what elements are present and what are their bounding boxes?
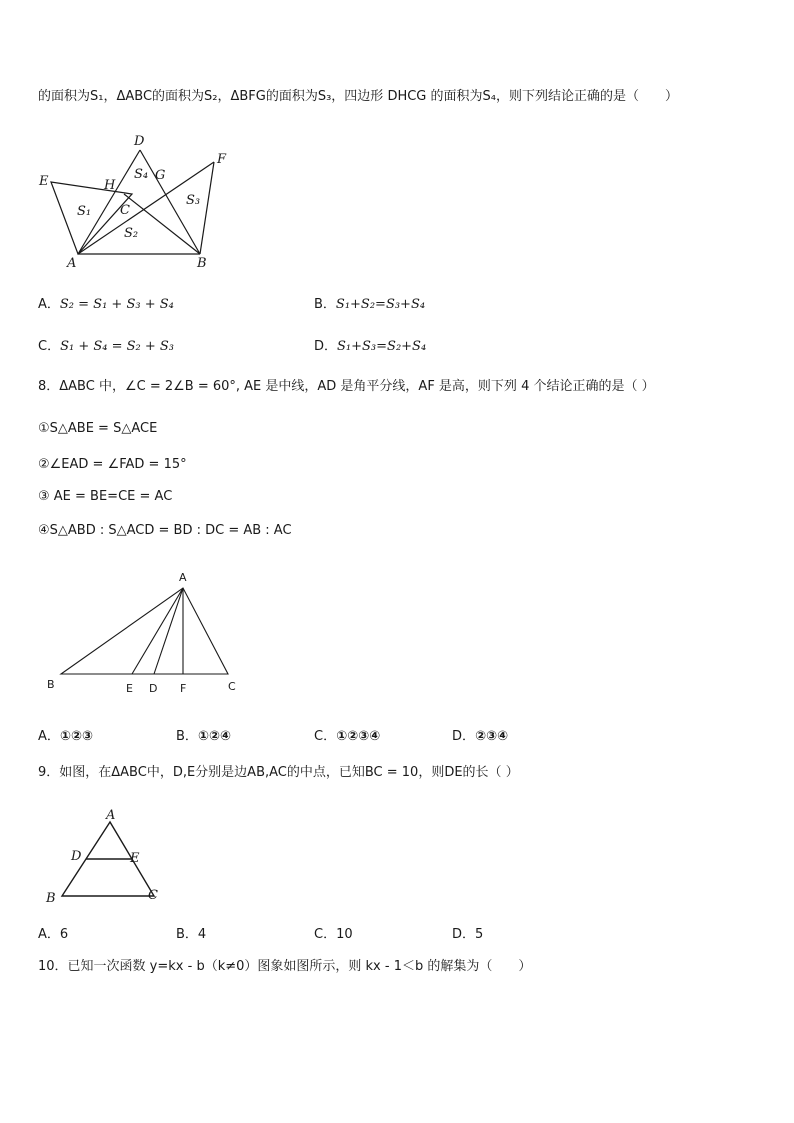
q7-label-F: F xyxy=(217,152,227,167)
q8-label-B: B xyxy=(47,678,55,691)
q8-option-d[interactable]: D．②③④ xyxy=(452,729,509,744)
q9-option-a[interactable]: A．6 xyxy=(38,927,69,942)
q9-label-C: C xyxy=(148,888,158,903)
q8-label-C: C xyxy=(228,680,236,693)
q9-label-D: D xyxy=(71,849,82,864)
q10-stem: 10．已知一次函数 y=kx - b（k≠0）图象如图所示，则 kx - 1＜b 的解集为（ ） xyxy=(38,959,532,974)
q8-median-AE xyxy=(132,588,183,674)
q9-figure xyxy=(44,806,174,906)
q8-stem: 8．ΔABC 中，∠C = 2∠B = 60°, AE 是中线，AD 是角平分线，AF 是高，则下列 4 个结论正确的是（ ） xyxy=(38,379,655,394)
q7-label-C: C xyxy=(120,203,130,218)
q7-square-edge-left xyxy=(51,182,132,254)
q7-option-c[interactable]: C．S₁ + S₄ = S₂ + S₃ xyxy=(38,339,175,354)
q8-statement-3: ③ AE = BE=CE = AC xyxy=(38,489,173,504)
q7-option-a[interactable]: A．S₂ = S₁ + S₃ + S₄ xyxy=(38,297,174,312)
q7-segment-FB xyxy=(200,162,214,254)
q9-label-B: B xyxy=(46,891,56,906)
q9-option-b[interactable]: B．4 xyxy=(176,927,207,942)
q9-stem: 9．如图，在ΔABC中，D,E分别是边AB,AC的中点，已知BC = 10，则DE的长（ ） xyxy=(38,765,519,780)
q8-statement-1: ①S△ABE = S△ACE xyxy=(38,421,158,436)
q7-figure xyxy=(36,132,266,271)
q7-label-E: E xyxy=(39,174,49,189)
q7-label-B: B xyxy=(197,256,207,271)
q8-label-A: A xyxy=(179,571,187,584)
q9-label-E: E xyxy=(130,851,140,866)
q8-option-b[interactable]: B．①②④ xyxy=(176,729,231,744)
q8-statement-4: ④S△ABD : S△ACD = BD : DC = AB : AC xyxy=(38,523,292,538)
q7-label-G: G xyxy=(155,168,166,183)
q8-option-a[interactable]: A．①②③ xyxy=(38,729,93,744)
q7-label-H: H xyxy=(104,178,116,193)
q9-option-d[interactable]: D．5 xyxy=(452,927,484,942)
q7-label-S3: S₃ xyxy=(186,193,201,208)
q8-label-E: E xyxy=(126,682,133,695)
q7-option-d[interactable]: D．S₁+S₃=S₂+S₄ xyxy=(314,339,427,354)
q8-option-c[interactable]: C．①②③④ xyxy=(314,729,381,744)
q9-label-A: A xyxy=(106,808,116,823)
q8-label-D: D xyxy=(149,682,158,695)
q8-triangle-ABC xyxy=(61,588,228,674)
q7-label-S1: S₁ xyxy=(77,204,92,219)
q7-label-S2: S₂ xyxy=(124,226,139,241)
q8-figure xyxy=(44,568,264,698)
q8-bisector-AD xyxy=(154,588,183,674)
q8-label-F: F xyxy=(180,682,187,695)
q7-stem: 的面积为S₁，ΔABC的面积为S₂，ΔBFG的面积为S₃，四边形 DHCG 的面积为S₄，则下列结论正确的是（ ） xyxy=(38,89,678,104)
q8-statement-2: ②∠EAD = ∠FAD = 15° xyxy=(38,457,187,472)
q7-label-S4: S₄ xyxy=(134,167,149,182)
q7-label-D: D xyxy=(134,134,145,149)
q7-label-A: A xyxy=(67,256,77,271)
q9-option-c[interactable]: C．10 xyxy=(314,927,353,942)
q7-option-b[interactable]: B．S₁+S₂=S₃+S₄ xyxy=(314,297,426,312)
